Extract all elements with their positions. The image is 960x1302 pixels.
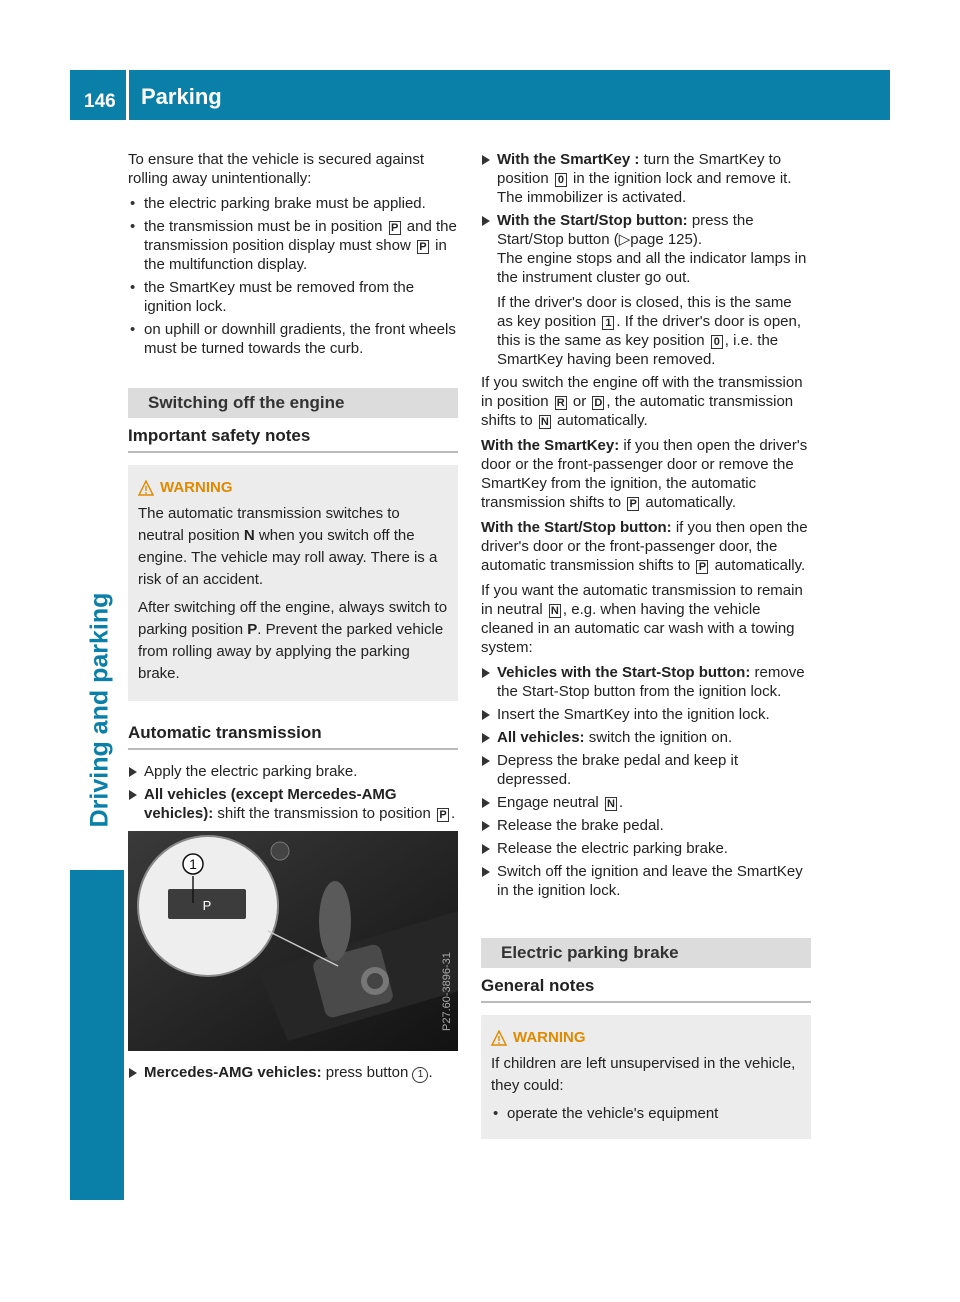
p-key-icon: P — [696, 560, 708, 574]
paragraph: If you switch the engine off with the transmission in position R or D , the automatic transmission shifts to N automatically. — [481, 374, 803, 429]
list-item: Switch off the ignition and leave the SmartKey in the ignition lock. — [481, 862, 811, 900]
warning-label: WARNING — [513, 1029, 586, 1046]
list-item: • the SmartKey must be removed from the ignition lock. — [128, 278, 458, 316]
page-title: Parking — [141, 84, 222, 109]
p-button-label: P — [202, 898, 212, 913]
sub-heading: General notes — [481, 976, 811, 1003]
list-item: With the Start/Stop button: press the Start/Stop button (▷page 125). The engine stops and all the indicator lamps in the instrument cluster go out. If the driver's door is closed, this is the same as key position 1 . If the driver's door is open, this is the same as key position 0 , i.e. the SmartKey having been removed. — [481, 211, 811, 369]
list-item: Depress the brake pedal and keep it depressed. — [481, 751, 811, 789]
n-key-icon: N — [549, 604, 561, 618]
warning-text: The automatic transmission switches to neutral position N when you switch off the engine. The vehicle may roll away. There is a risk of an accident. — [138, 505, 438, 588]
r-key-icon: R — [555, 396, 567, 410]
side-tab-label: Driving and parking — [85, 592, 114, 828]
warning-icon — [138, 480, 154, 496]
list-item: Insert the SmartKey into the ignition lock. — [481, 705, 811, 724]
sub-heading: Automatic transmission — [128, 723, 458, 750]
paragraph: If you want the automatic transmission to remain in neutral N , e.g. when having the vehicle cleaned in an automatic car wash with a towing system: — [481, 582, 803, 656]
list-item: Engage neutral N . — [481, 793, 811, 812]
callout-1-icon: 1 — [412, 1067, 428, 1083]
section-heading: Switching off the engine — [128, 388, 458, 418]
warning-text: After switching off the engine, always switch to parking position P. Prevent the parked vehicle from rolling away by applying the parking brake. — [138, 599, 448, 682]
list-item: Release the brake pedal. — [481, 816, 811, 835]
side-tab — [80, 560, 120, 860]
warning-box — [481, 1015, 811, 1139]
page-header — [70, 70, 890, 120]
amg-step — [128, 1063, 458, 1083]
steps-list — [128, 762, 458, 823]
header-divider — [126, 70, 129, 120]
warning-header — [491, 1027, 801, 1049]
list-item: Vehicles with the Start-Stop button: remove the Start-Stop button from the ignition lock. — [481, 663, 811, 701]
list-item: With the SmartKey : turn the SmartKey to position 0 in the ignition lock and remove it. The immobilizer is activated. — [481, 150, 811, 207]
page-ref-arrow-icon: ▷ — [618, 231, 631, 248]
p-key-icon: P — [437, 808, 449, 822]
n-key-icon: N — [605, 797, 617, 811]
one-key-icon: 1 — [602, 316, 614, 330]
list-item: Apply the electric parking brake. — [128, 762, 458, 781]
left-column — [128, 150, 458, 1087]
list-item: • the transmission must be in position P and the transmission position display must show P in the multifunction display. — [128, 217, 458, 274]
neutral-steps-list — [481, 663, 811, 900]
image-code: P27.60-3896-31 — [441, 952, 453, 1031]
list-item: • the electric parking brake must be applied. — [128, 194, 458, 213]
intro-text: To ensure that the vehicle is secured against rolling away unintentionally: — [128, 151, 425, 187]
p-key-icon: P — [627, 497, 639, 511]
p-key-icon: P — [389, 221, 401, 235]
list-item: • operate the vehicle's equipment — [491, 1103, 801, 1125]
warning-header — [138, 477, 448, 499]
list-item: Mercedes-AMG vehicles: press button 1 . — [128, 1063, 458, 1083]
warning-label: WARNING — [160, 479, 233, 496]
intro-bullets — [128, 194, 458, 358]
warning-bullets — [491, 1103, 801, 1125]
page-number: 146 — [84, 91, 116, 112]
d-key-icon: D — [592, 396, 604, 410]
warning-text: If children are left unsupervised in the vehicle, they could: — [491, 1055, 796, 1094]
n-key-icon: N — [539, 415, 551, 429]
steps-list — [481, 150, 811, 369]
callout-1: 1 — [189, 856, 197, 872]
sub-heading: Important safety notes — [128, 426, 458, 453]
list-item: Release the electric parking brake. — [481, 839, 811, 858]
warning-box — [128, 465, 458, 701]
p-key-icon: P — [417, 240, 429, 254]
paragraph: With the Start/Stop button: if you then open the driver's door or the front-passenger door, the automatic transmission shifts to P automatically. — [481, 519, 808, 574]
transmission-photo — [128, 831, 458, 1051]
list-item: All vehicles (except Mercedes-AMG vehicles): shift the transmission to position P . — [128, 785, 458, 823]
list-item: • on uphill or downhill gradients, the front wheels must be turned towards the curb. — [128, 320, 458, 358]
paragraph: With the SmartKey: if you then open the driver's door or the front-passenger door or remove the SmartKey from the ignition, the automatic transmission shifts to P automatically. — [481, 437, 808, 511]
zero-key-icon: 0 — [555, 173, 567, 187]
right-column — [481, 150, 811, 1161]
warning-icon — [491, 1030, 507, 1046]
list-item: All vehicles: switch the ignition on. — [481, 728, 811, 747]
key-position-note: If the driver's door is closed, this is the same as key position 1 . If the driver's door is open, this is the same as key position 0 , i.e. the SmartKey having been removed. — [497, 294, 802, 368]
section-heading: Electric parking brake — [481, 938, 811, 968]
side-tab-block — [70, 870, 124, 1200]
zero-key-icon: 0 — [711, 335, 723, 349]
